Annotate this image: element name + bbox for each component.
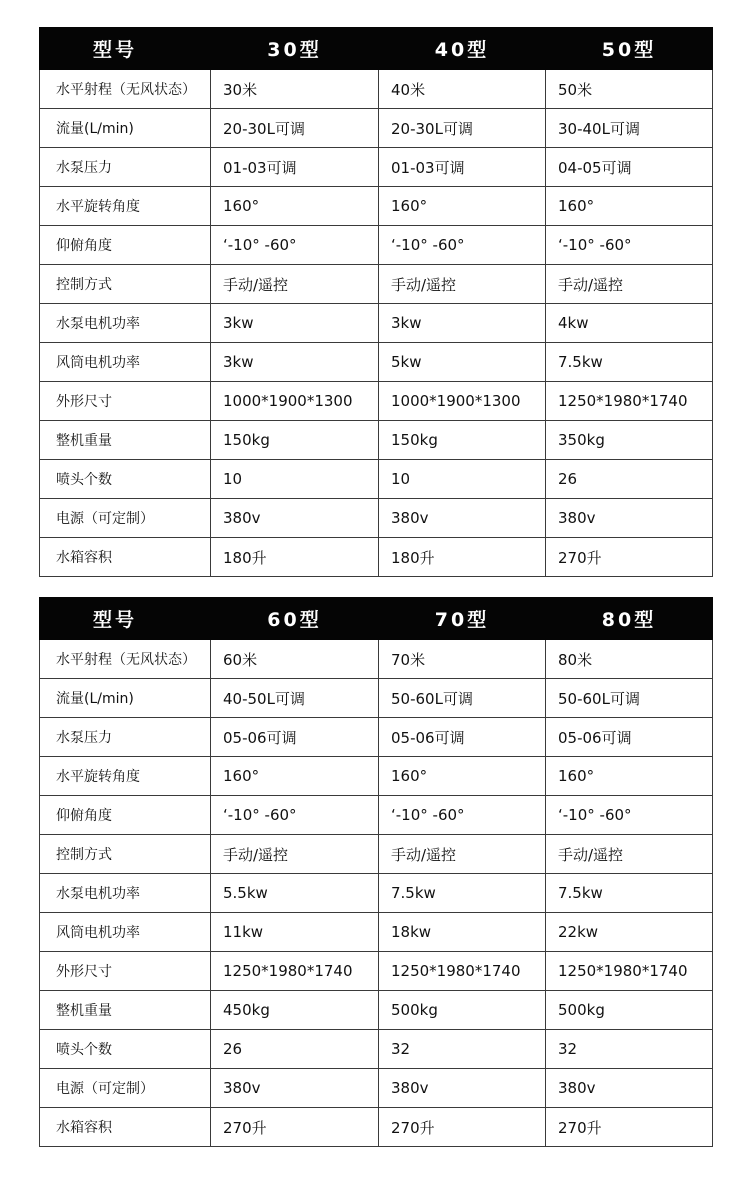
- table-row: [40, 109, 713, 148]
- table-row: [40, 538, 713, 577]
- spec-value: 手动/遥控: [379, 265, 546, 304]
- spec-value: 150kg: [211, 421, 379, 460]
- spec-value: 7.5kw: [546, 874, 713, 913]
- spec-label: 水平射程（无风状态）: [40, 640, 211, 679]
- spec-label: 流量(L/min): [40, 109, 211, 148]
- table-row: [40, 265, 713, 304]
- spec-value: 30-40L可调: [546, 109, 713, 148]
- spec-value: 270升: [546, 538, 713, 577]
- table-row: [40, 913, 713, 952]
- spec-value: 10: [211, 460, 379, 499]
- spec-value: 270升: [211, 1108, 379, 1147]
- spec-value: 160°: [546, 187, 713, 226]
- spec-value: 380v: [379, 1069, 546, 1108]
- spec-value: 5kw: [379, 343, 546, 382]
- table-row: [40, 1108, 713, 1147]
- spec-label: 喷头个数: [40, 1030, 211, 1069]
- spec-value: 20-30L可调: [211, 109, 379, 148]
- table-row: [40, 148, 713, 187]
- spec-value: 70米: [379, 640, 546, 679]
- spec-value: 350kg: [546, 421, 713, 460]
- spec-value: 50-60L可调: [546, 679, 713, 718]
- header-model-1: 60型: [211, 598, 379, 640]
- table-row: [40, 304, 713, 343]
- header-model-2: 70型: [379, 598, 546, 640]
- spec-value: 手动/遥控: [211, 265, 379, 304]
- spec-value: 手动/遥控: [379, 835, 546, 874]
- spec-value: ‘-10° -60°: [211, 226, 379, 265]
- table-row: [40, 874, 713, 913]
- spec-value: 160°: [546, 757, 713, 796]
- spec-value: 04-05可调: [546, 148, 713, 187]
- spec-value: 7.5kw: [546, 343, 713, 382]
- spec-table-header: [40, 598, 713, 640]
- table-row: [40, 1069, 713, 1108]
- spec-value: 22kw: [546, 913, 713, 952]
- table-row: [40, 679, 713, 718]
- spec-value: 40米: [379, 70, 546, 109]
- spec-value: 500kg: [546, 991, 713, 1030]
- table-row: [40, 187, 713, 226]
- table-row: [40, 421, 713, 460]
- spec-label: 整机重量: [40, 421, 211, 460]
- spec-label: 水箱容积: [40, 1108, 211, 1147]
- header-model-3: 50型: [546, 28, 713, 70]
- spec-value: ‘-10° -60°: [546, 226, 713, 265]
- spec-value: 26: [546, 460, 713, 499]
- spec-value: 160°: [211, 187, 379, 226]
- table-row: [40, 835, 713, 874]
- spec-value: 05-06可调: [546, 718, 713, 757]
- spec-table-header: [40, 28, 713, 70]
- spec-value: 1250*1980*1740: [379, 952, 546, 991]
- table-row: [40, 640, 713, 679]
- header-model-3: 80型: [546, 598, 713, 640]
- spec-value: 32: [379, 1030, 546, 1069]
- spec-label: 水箱容积: [40, 538, 211, 577]
- header-model-2: 40型: [379, 28, 546, 70]
- spec-value: 160°: [379, 757, 546, 796]
- spec-label: 整机重量: [40, 991, 211, 1030]
- spec-label: 喷头个数: [40, 460, 211, 499]
- spec-label: 水平旋转角度: [40, 187, 211, 226]
- spec-label: 水平旋转角度: [40, 757, 211, 796]
- header-row: [40, 598, 713, 640]
- spec-label: 水泵电机功率: [40, 874, 211, 913]
- spec-value: 380v: [546, 499, 713, 538]
- spec-value: 30米: [211, 70, 379, 109]
- spec-label: 水泵电机功率: [40, 304, 211, 343]
- spec-table-body: [40, 640, 713, 1147]
- spec-label: 控制方式: [40, 265, 211, 304]
- spec-value: 3kw: [379, 304, 546, 343]
- header-model-1: 30型: [211, 28, 379, 70]
- spec-value: 180升: [211, 538, 379, 577]
- spec-label: 水泵压力: [40, 718, 211, 757]
- spec-value: 50-60L可调: [379, 679, 546, 718]
- spec-value: ‘-10° -60°: [379, 226, 546, 265]
- spec-value: 11kw: [211, 913, 379, 952]
- spec-value: 10: [379, 460, 546, 499]
- spec-value: 160°: [211, 757, 379, 796]
- header-model-label: 型号: [40, 598, 211, 640]
- spec-value: 18kw: [379, 913, 546, 952]
- table-row: [40, 70, 713, 109]
- spec-value: 05-06可调: [379, 718, 546, 757]
- spec-value: 270升: [546, 1108, 713, 1147]
- spec-value: 1000*1900*1300: [211, 382, 379, 421]
- spec-value: 1250*1980*1740: [546, 382, 713, 421]
- spec-value: 380v: [211, 1069, 379, 1108]
- spec-label: 水平射程（无风状态）: [40, 70, 211, 109]
- spec-value: 05-06可调: [211, 718, 379, 757]
- spec-value: 160°: [379, 187, 546, 226]
- spec-value: 380v: [379, 499, 546, 538]
- spec-label: 仰俯角度: [40, 796, 211, 835]
- spec-value: 手动/遥控: [546, 835, 713, 874]
- spec-value: 20-30L可调: [379, 109, 546, 148]
- spec-label: 外形尺寸: [40, 952, 211, 991]
- spec-table-60-80: [39, 597, 713, 1147]
- spec-value: 450kg: [211, 991, 379, 1030]
- spec-label: 控制方式: [40, 835, 211, 874]
- spec-value: 手动/遥控: [211, 835, 379, 874]
- table-row: [40, 718, 713, 757]
- table-row: [40, 460, 713, 499]
- spec-value: 40-50L可调: [211, 679, 379, 718]
- spec-label: 水泵压力: [40, 148, 211, 187]
- spec-value: 80米: [546, 640, 713, 679]
- spec-value: ‘-10° -60°: [546, 796, 713, 835]
- spec-value: 50米: [546, 70, 713, 109]
- spec-label: 流量(L/min): [40, 679, 211, 718]
- spec-value: 32: [546, 1030, 713, 1069]
- header-model-label: 型号: [40, 28, 211, 70]
- spec-value: 180升: [379, 538, 546, 577]
- spec-table-body: [40, 70, 713, 577]
- spec-value: 4kw: [546, 304, 713, 343]
- table-row: [40, 226, 713, 265]
- spec-value: 7.5kw: [379, 874, 546, 913]
- spec-label: 外形尺寸: [40, 382, 211, 421]
- spec-value: ‘-10° -60°: [211, 796, 379, 835]
- spec-value: 1250*1980*1740: [211, 952, 379, 991]
- spec-value: 3kw: [211, 343, 379, 382]
- spec-value: 1000*1900*1300: [379, 382, 546, 421]
- spec-value: 手动/遥控: [546, 265, 713, 304]
- spec-table-30-50: [39, 27, 713, 577]
- spec-value: 380v: [211, 499, 379, 538]
- spec-value: 1250*1980*1740: [546, 952, 713, 991]
- spec-value: ‘-10° -60°: [379, 796, 546, 835]
- spec-value: 500kg: [379, 991, 546, 1030]
- spec-label: 电源（可定制）: [40, 1069, 211, 1108]
- spec-value: 380v: [546, 1069, 713, 1108]
- spec-value: 01-03可调: [211, 148, 379, 187]
- table-row: [40, 757, 713, 796]
- table-row: [40, 991, 713, 1030]
- spec-value: 5.5kw: [211, 874, 379, 913]
- table-row: [40, 1030, 713, 1069]
- table-row: [40, 796, 713, 835]
- spec-value: 60米: [211, 640, 379, 679]
- table-row: [40, 382, 713, 421]
- header-row: [40, 28, 713, 70]
- spec-label: 电源（可定制）: [40, 499, 211, 538]
- table-row: [40, 952, 713, 991]
- spec-value: 270升: [379, 1108, 546, 1147]
- spec-value: 26: [211, 1030, 379, 1069]
- table-row: [40, 343, 713, 382]
- spec-value: 3kw: [211, 304, 379, 343]
- spec-value: 01-03可调: [379, 148, 546, 187]
- spec-label: 风筒电机功率: [40, 913, 211, 952]
- table-row: [40, 499, 713, 538]
- spec-value: 150kg: [379, 421, 546, 460]
- spec-label: 仰俯角度: [40, 226, 211, 265]
- spec-label: 风筒电机功率: [40, 343, 211, 382]
